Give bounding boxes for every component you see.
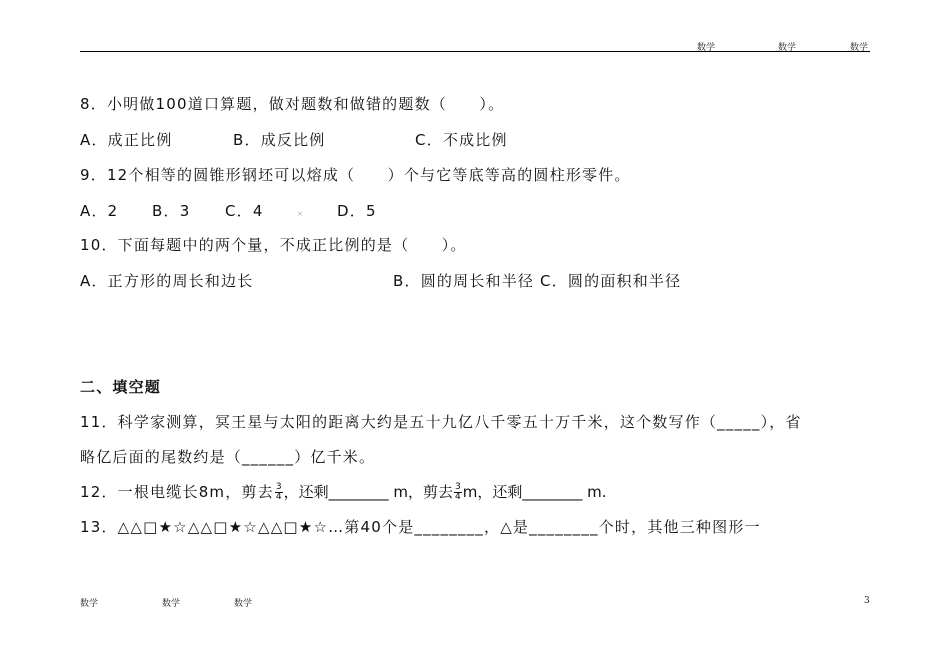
question-9-option-a: A．2 [80, 202, 119, 220]
fraction-three-quarters [275, 483, 283, 502]
question-10: 10．下面每题中的两个量，不成正比例的是（ ）。 [80, 236, 467, 254]
question-9: 9．12个相等的圆锥形钢坯可以熔成（ ）个与它等底等高的圆柱形零件。 [80, 166, 631, 184]
footer-label: 数学 [80, 599, 99, 609]
fraction-numerator: 3 [454, 482, 461, 492]
question-11-line-1: 11．科学家测算，冥王星与太阳的距离大约是五十九亿八千零五十万千米，这个数写作（_____），省 [80, 413, 802, 431]
question-10-option-bc: B．圆的周长和半径 C．圆的面积和半径 [393, 272, 682, 290]
question-8-option-a: A．成正比例 [80, 131, 173, 149]
question-9-option-c: C．4 [225, 202, 264, 220]
fraction-denominator: 4 [275, 492, 282, 502]
scan-speck: × [297, 210, 303, 218]
question-12-part-1: 12．一根电缆长8m，剪去 [80, 483, 274, 501]
question-8-option-b: B．成反比例 [233, 131, 326, 149]
header-label: 数学 [850, 43, 869, 53]
fraction-numerator: 3 [275, 482, 282, 492]
section-heading: 二、填空题 [80, 378, 162, 396]
question-9-option-b: B．3 [152, 202, 191, 220]
header-label: 数学 [778, 43, 797, 53]
question-9-option-d: D．5 [337, 202, 377, 220]
question-13: 13．△△□★☆△△□★☆△△□★☆…第40个是________，△是________个时，其他三种图形一 [80, 518, 761, 536]
page-number: 3 [864, 596, 870, 606]
question-12-part-3: m，还剩________ m. [462, 483, 607, 501]
fraction-three-quarters [454, 483, 462, 502]
footer-label: 数学 [162, 599, 181, 609]
question-8: 8．小明做100道口算题，做对题数和做错的题数（ ）。 [80, 95, 505, 113]
question-12 [80, 483, 606, 502]
question-8-option-c: C．不成比例 [415, 131, 508, 149]
fraction-denominator: 4 [454, 492, 461, 502]
footer-label: 数学 [234, 599, 253, 609]
question-10-option-a: A．正方形的周长和边长 [80, 272, 254, 290]
header-label: 数学 [697, 43, 716, 53]
question-11-line-2: 略亿后面的尾数约是（______）亿千米。 [80, 448, 376, 466]
question-12-part-2: ，还剩________ m，剪去 [283, 483, 453, 501]
header-rule [80, 51, 870, 52]
